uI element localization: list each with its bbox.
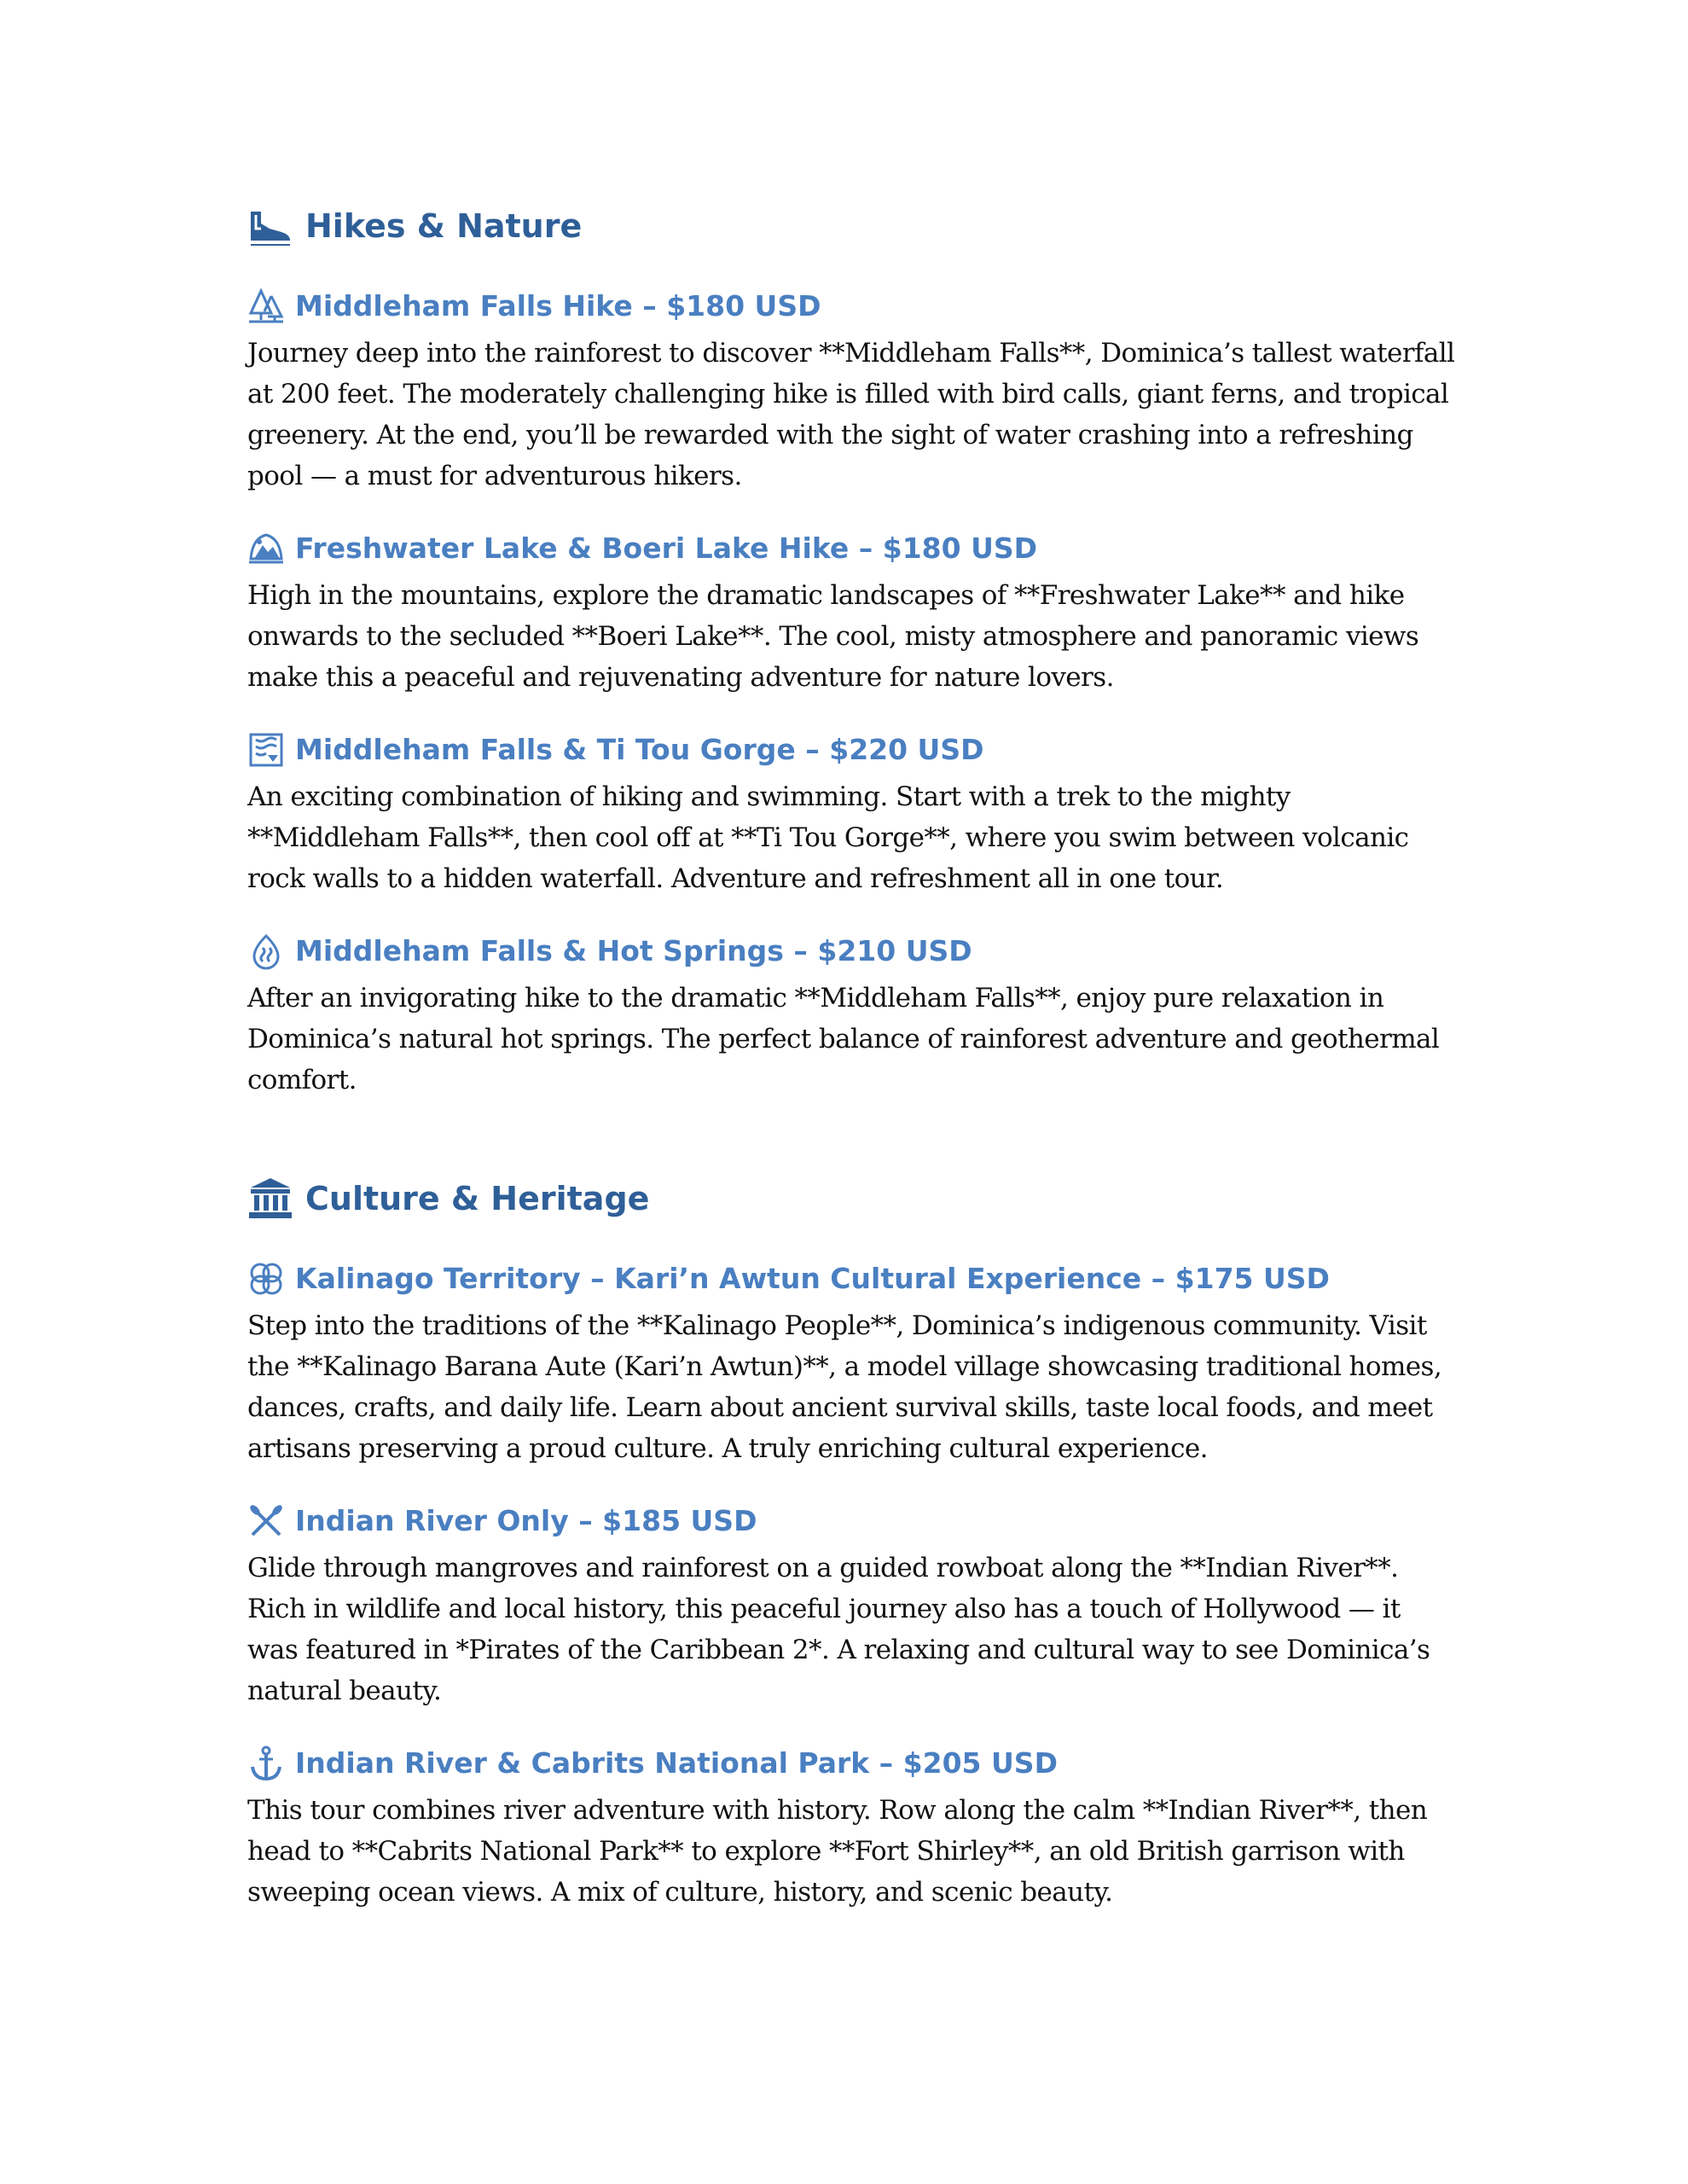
hot-spring-icon <box>247 932 285 970</box>
tour-title <box>247 1258 1459 1300</box>
tour-item <box>247 285 1459 497</box>
pattern-knot-icon <box>247 1260 285 1298</box>
tour-title-text: Middleham Falls & Ti Tou Gorge – $220 USD <box>295 733 984 766</box>
tour-title <box>247 285 1459 328</box>
tour-title-text: Middleham Falls Hike – $180 USD <box>295 289 821 322</box>
forest-icon <box>247 288 285 325</box>
tour-title <box>247 1500 1459 1542</box>
museum-icon <box>247 1176 293 1222</box>
tour-item <box>247 1742 1459 1913</box>
tour-title <box>247 527 1459 570</box>
section-culture-heritage <box>247 1174 1459 1913</box>
tour-description: After an invigorating hike to the dramatic **Middleham Falls**, enjoy pure relaxation in Dominica’s natural hot springs. The perfect balance of rainforest adventure and geothermal comfort. <box>247 983 1440 1095</box>
section-heading-text: Culture & Heritage <box>305 1180 650 1217</box>
tour-description: Step into the traditions of the **Kalinago People**, Dominica’s indigenous community. Visit the **Kalinago Barana Aute (Kari’n Awtun)**, a model village showcasing traditional homes, dances, crafts, and daily life. Learn about ancient survival skills, taste local foods, and meet artisans preserving a proud culture. A truly enriching cultural experience. <box>247 1310 1442 1464</box>
tour-title-text: Indian River & Cabrits National Park – $205 USD <box>295 1746 1058 1780</box>
tour-title <box>247 930 1459 973</box>
tour-description: High in the mountains, explore the dramatic landscapes of **Freshwater Lake** and hike onwards to the secluded **Boeri Lake**. The cool, misty atmosphere and panoramic views make this a peaceful and rejuvenating adventure for nature lovers. <box>247 580 1419 693</box>
section-heading <box>247 201 1459 251</box>
section-hikes-nature <box>247 201 1459 1101</box>
tour-title-text: Freshwater Lake & Boeri Lake Hike – $180 USD <box>295 531 1038 565</box>
mountain-lake-icon <box>247 530 285 567</box>
tour-description: Journey deep into the rainforest to discover **Middleham Falls**, Dominica’s tallest waterfall at 200 feet. The moderately challenging hike is filled with bird calls, giant ferns, and tropical greenery. At the end, you’ll be rewarded with the sight of water crashing into a refreshing pool — a must for adventurous hikers. <box>247 338 1455 491</box>
tour-item <box>247 930 1459 1101</box>
tour-item <box>247 527 1459 698</box>
tour-description: Glide through mangroves and rainforest on a guided rowboat along the **Indian River**. Rich in wildlife and local history, this peaceful journey also has a touch of Hollywood — it was featured in *Pirates of the Caribbean 2*. A relaxing and cultural way to see Dominica’s natural beauty. <box>247 1553 1430 1706</box>
crossed-oars-icon <box>247 1502 285 1540</box>
hiking-boot-icon <box>247 203 293 249</box>
tour-item <box>247 1500 1459 1711</box>
tour-description: An exciting combination of hiking and swimming. Start with a trek to the mighty **Middleham Falls**, then cool off at **Ti Tou Gorge**, where you swim between volcanic rock walls to a hidden waterfall. Adventure and refreshment all in one tour. <box>247 781 1409 894</box>
document-page <box>247 201 1459 1913</box>
tour-item <box>247 1258 1459 1469</box>
tour-title-text: Kalinago Territory – Kari’n Awtun Cultural Experience – $175 USD <box>295 1262 1330 1295</box>
section-heading <box>247 1174 1459 1223</box>
tour-description: This tour combines river adventure with history. Row along the calm **Indian River**, then head to **Cabrits National Park** to explore **Fort Shirley**, an old British garrison with sweeping ocean views. A mix of culture, history, and scenic beauty. <box>247 1795 1428 1908</box>
waterfall-icon <box>247 731 285 769</box>
anchor-icon <box>247 1745 285 1782</box>
tour-title-text: Middleham Falls & Hot Springs – $210 USD <box>295 934 972 967</box>
tour-title <box>247 1742 1459 1785</box>
tour-item <box>247 729 1459 899</box>
section-heading-text: Hikes & Nature <box>305 207 583 245</box>
tour-title <box>247 729 1459 771</box>
tour-title-text: Indian River Only – $185 USD <box>295 1504 757 1537</box>
